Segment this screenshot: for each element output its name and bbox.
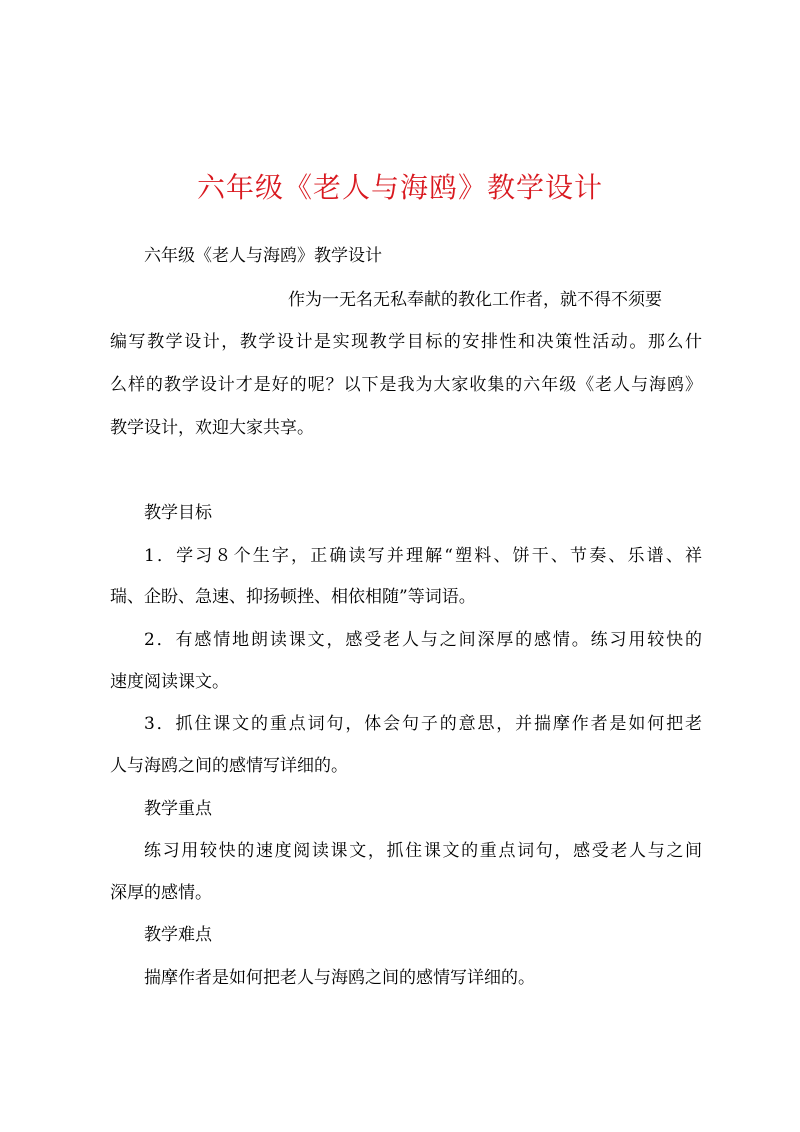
goal-item-2-line: 2．有感情地朗读课文，感受老人与之间深厚的感情。练习用较快的 [144,630,702,650]
goal-item-2-line: 速度阅读课文。 [110,672,229,692]
section-heading-difficulty: 教学难点 [144,925,212,945]
intro-line: 作为一无名无私奉献的教化工作者，就不得不须要 [288,290,662,310]
focus-line: 练习用较快的速度阅读课文，抓住课文的重点词句，感受老人与之间 [144,841,702,861]
goal-item-1-line: 1．学习８个生字，正确读写并理解“塑料、饼干、节奏、乐谱、祥 [144,546,702,566]
goal-item-3-line: 人与海鸥之间的感情写详细的。 [110,756,348,776]
document-subtitle: 六年级《老人与海鸥》教学设计 [144,246,382,266]
section-heading-goals: 教学目标 [144,503,212,523]
document-title: 六年级《老人与海鸥》教学设计 [196,171,603,204]
section-heading-focus: 教学重点 [144,799,212,819]
intro-line: 编写教学设计，教学设计是实现教学目标的安排性和决策性活动。那么什 [110,332,702,352]
goal-item-1-line: 瑞、企盼、急速、抑扬顿挫、相依相随”等词语。 [110,587,476,607]
intro-line: 么样的教学设计才是好的呢？以下是我为大家收集的六年级《老人与海鸥》 [110,375,702,395]
intro-line: 教学设计，欢迎大家共享。 [110,418,314,438]
focus-line: 深厚的感情。 [110,883,212,903]
goal-item-3-line: 3．抓住课文的重点词句，体会句子的意思，并揣摩作者是如何把老 [144,714,702,734]
difficulty-line: 揣摩作者是如何把老人与海鸥之间的感情写详细的。 [144,968,535,988]
